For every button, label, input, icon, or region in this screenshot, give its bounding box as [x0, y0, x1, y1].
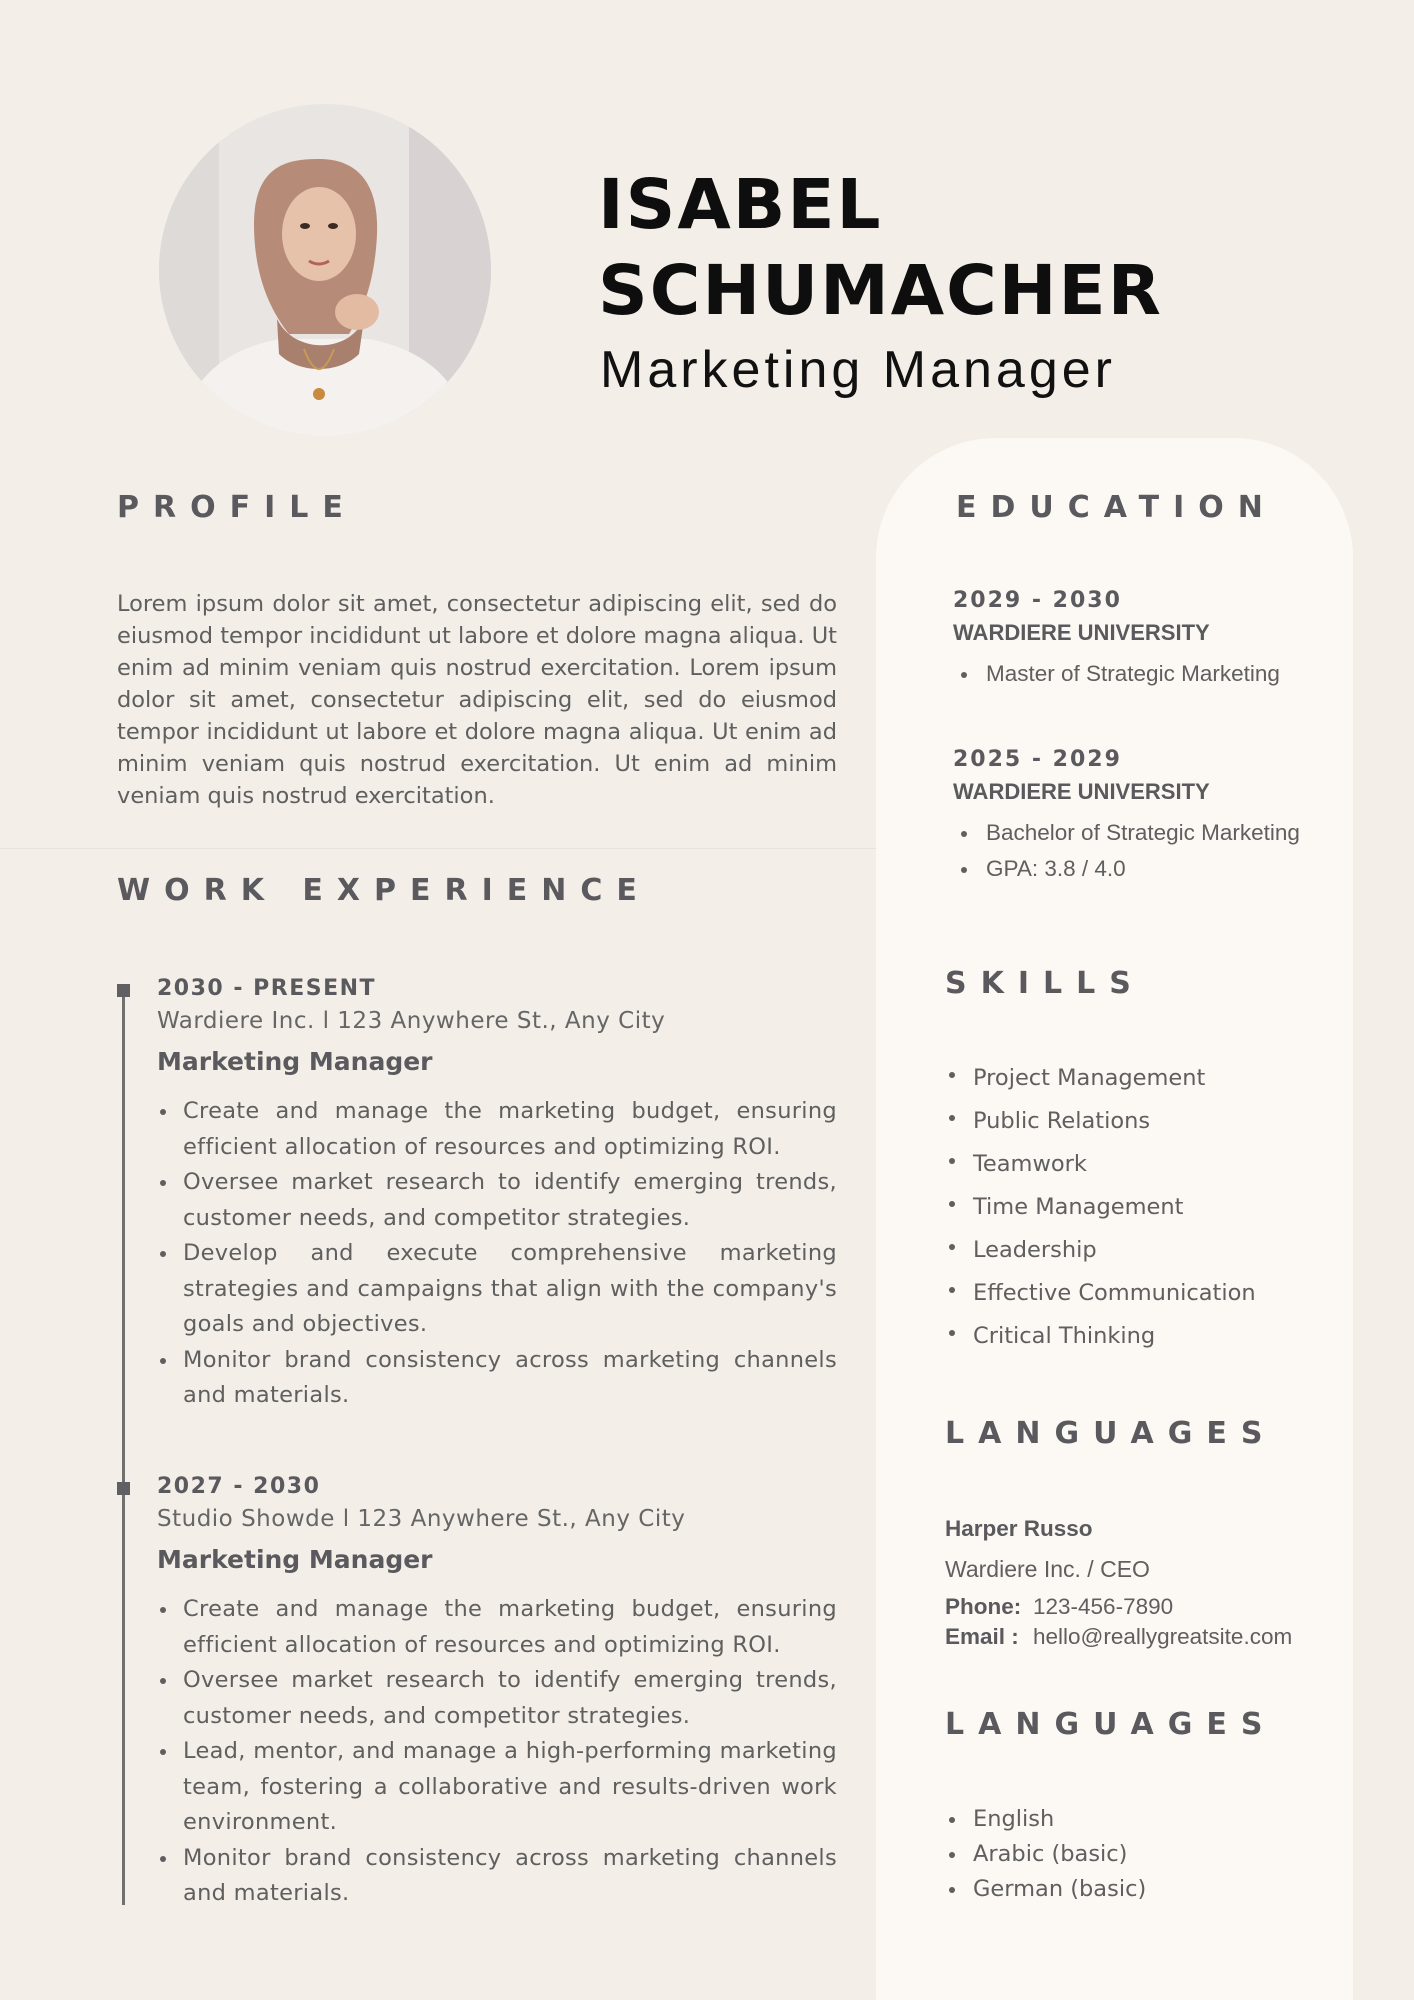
list-item: Time Management — [945, 1186, 1256, 1229]
list-item: Oversee market research to identify emerging trends, customer needs, and competitor strategies. — [157, 1663, 837, 1734]
education-entry — [953, 743, 1333, 887]
name-line-2: SCHUMACHER — [598, 251, 1163, 331]
timeline-marker — [117, 1482, 130, 1495]
list-item: Bachelor of Strategic Marketing — [953, 815, 1333, 851]
list-item: English — [945, 1802, 1146, 1837]
list-item: Arabic (basic) — [945, 1837, 1146, 1872]
reference-heading: LANGUAGES — [945, 1416, 1277, 1451]
job-duties-list — [157, 1094, 837, 1414]
job-years: 2027 - 2030 — [157, 1474, 321, 1499]
education-details — [953, 656, 1333, 692]
email-value: hello@reallygreatsite.com — [1033, 1624, 1293, 1649]
list-item: Master of Strategic Marketing — [953, 656, 1333, 692]
list-item: GPA: 3.8 / 4.0 — [953, 851, 1333, 887]
list-item: Teamwork — [945, 1143, 1256, 1186]
job-role: Marketing Manager — [157, 1545, 433, 1574]
job-company: Studio Showde l 123 Anywhere St., Any City — [157, 1506, 686, 1532]
timeline-line — [122, 990, 125, 1905]
languages-heading: LANGUAGES — [945, 1707, 1277, 1742]
education-school: WARDIERE UNIVERSITY — [953, 620, 1210, 645]
phone-value: 123-456-7890 — [1033, 1594, 1174, 1619]
profile-heading: PROFILE — [117, 490, 357, 525]
list-item: Monitor brand consistency across marketing channels and materials. — [157, 1841, 837, 1912]
list-item: Public Relations — [945, 1100, 1256, 1143]
skills-list — [945, 1057, 1256, 1358]
list-item: Effective Communication — [945, 1272, 1256, 1315]
section-divider — [0, 848, 876, 849]
reference-email — [945, 1622, 1345, 1652]
profile-photo — [159, 104, 491, 436]
education-details — [953, 815, 1333, 887]
education-years: 2025 - 2029 — [953, 747, 1122, 772]
profile-text: Lorem ipsum dolor sit amet, consectetur adipiscing elit, sed do eiusmod tempor incididunt ut labore et dolore magna aliqua. Ut enim ad minim veniam quis nostrud exercitation. Lorem ipsum dolor sit amet, consectetur adipiscing elit, sed do eiusmod tempor incididunt ut labore et dolore magna aliqua. Ut enim ad minim veniam quis nostrud exercitation. Ut enim ad minim veniam quis nostrud exercitation. — [117, 591, 837, 809]
list-item: Develop and execute comprehensive marketing strategies and campaigns that align with the company's goals and objectives. — [157, 1236, 837, 1343]
work-experience-heading: WORK EXPERIENCE — [117, 873, 651, 908]
timeline-marker — [117, 984, 130, 997]
reference-phone — [945, 1592, 1345, 1622]
phone-label: Phone: — [945, 1594, 1022, 1619]
education-years: 2029 - 2030 — [953, 588, 1122, 613]
portrait-illustration — [159, 104, 491, 436]
job-role: Marketing Manager — [157, 1047, 433, 1076]
list-item: Create and manage the marketing budget, ensuring efficient allocation of resources and optimizing ROI. — [157, 1592, 837, 1663]
list-item: Critical Thinking — [945, 1315, 1256, 1358]
job-entry — [157, 972, 837, 1414]
list-item: Project Management — [945, 1057, 1256, 1100]
job-years: 2030 - PRESENT — [157, 976, 377, 1001]
list-item: Monitor brand consistency across marketing channels and materials. — [157, 1343, 837, 1414]
skills-heading: SKILLS — [945, 966, 1145, 1001]
candidate-title: Marketing Manager — [600, 341, 1116, 399]
reference-company: Wardiere Inc. / CEO — [945, 1556, 1150, 1582]
email-label: Email : — [945, 1624, 1019, 1649]
reference-block — [945, 1512, 1345, 1652]
job-entry — [157, 1470, 837, 1912]
education-school: WARDIERE UNIVERSITY — [953, 779, 1210, 804]
list-item: Create and manage the marketing budget, ensuring efficient allocation of resources and optimizing ROI. — [157, 1094, 837, 1165]
candidate-name — [598, 162, 1163, 334]
list-item: Lead, mentor, and manage a high-performing marketing team, fostering a collaborative and results-driven work environment. — [157, 1734, 837, 1841]
list-item: Leadership — [945, 1229, 1256, 1272]
languages-list — [945, 1802, 1146, 1907]
name-line-1: ISABEL — [598, 165, 883, 245]
reference-name: Harper Russo — [945, 1516, 1093, 1541]
education-heading: EDUCATION — [956, 490, 1277, 525]
job-company: Wardiere Inc. l 123 Anywhere St., Any City — [157, 1008, 666, 1034]
job-duties-list — [157, 1592, 837, 1912]
education-entry — [953, 584, 1333, 692]
list-item: Oversee market research to identify emerging trends, customer needs, and competitor strategies. — [157, 1165, 837, 1236]
list-item: German (basic) — [945, 1872, 1146, 1907]
